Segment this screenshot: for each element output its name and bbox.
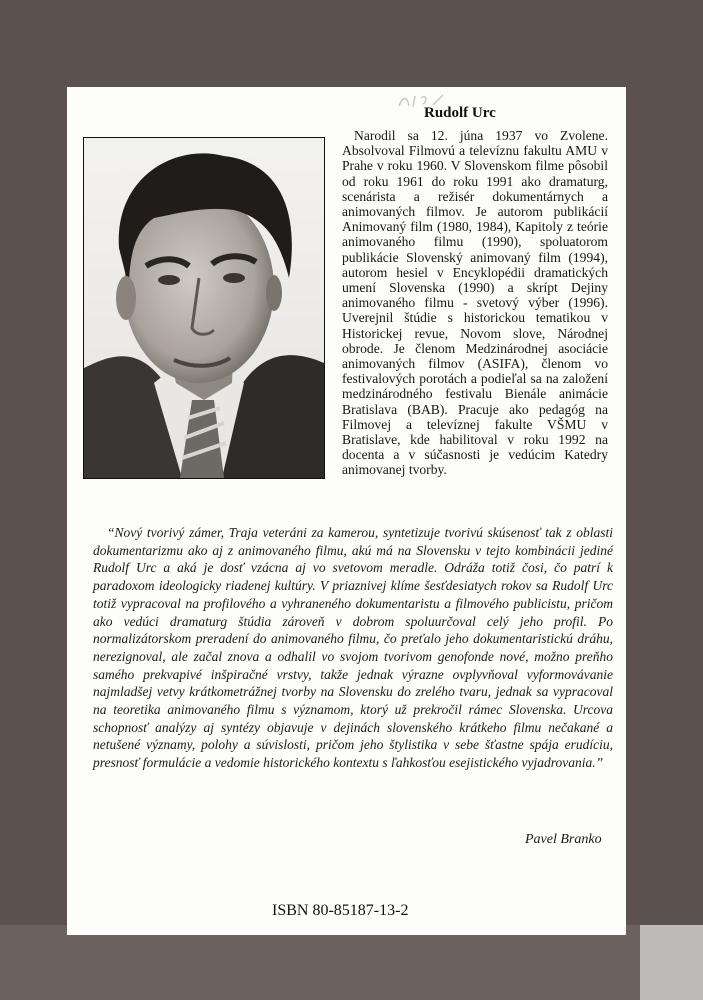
author-biography: Narodil sa 12. júna 1937 vo Zvolene. Absolvoval Filmovú a televíznu fakultu AMU v Prahe v roku 1960. V Slovenskom filme pôsobil od roku 1961 do roku 1991 ako dramaturg, scenárista a režisér dokumentárnych a animovaných filmov. Je autorom publikácií Animovaný film (1980, 1984), Kapitoly z teórie animovaného filmu (1990), spoluatorom publikácie Slovenský animovaný film (1994), autorom hesiel v Encyklopédii dramatických umení Slovenska (1990) a skrípt Dejiny animovaného filmu - svetový výber (1996). Uverejnil štúdie s historickou tematikou v Historickej revue, Novom slove, Národnej obrode. Je členom Medzinárodnej asociácie animovaných filmov (ASIFA), členom vo festivalových porotách a podieľal sa na založení medzinárodného festivalu Bienále animácie Bratislava (BAB). Pracuje ako pedagóg na Filmovej a televíznej fakulte VŠMU v Bratislave, kde habilitoval v roku 1992 na docenta a v súčasnosti je vedúcim Katedry animovanej tvorby. [342,128,608,478]
cover-bottom-corner [640,925,703,1000]
portrait-icon [84,138,324,478]
author-photo [83,137,325,479]
review-quote: “Nový tvorivý zámer, Traja veteráni za kamerou, syntetizuje tvorivú skúsenosť tak z oblasti dokumentarizmu ako aj z animovaného filmu, akú má na Slovensku v tejto kombinácii jediné Rudolf Urc a aká je dosť vzácna aj vo svetovom meradle. Odráža totiž čosi, čo patrí k paradoxom ideologicky riadenej kultúry. V priaznivej klíme šesťdesiatych rokov sa Rudolf Urc totiž vypracoval na profilového a vyhraneného dokumentaristu a filmového publicistu, pričom ako vedúci dramaturg štúdia zároveň v dobrom spoluurčoval celý jeho profil. Po normalizátorskom preradení do animovaného filmu, čo preťalo jeho dokumentaristickú dráhu, nerezignoval, ale začal znova a odhalil vo svojom tvorivom genofonde nové, možno preňho samého prekvapivé inšpiračné vrstvy, takže jednak výrazne ovplyvňoval vyformovávanie najmladšej vetvy krátkometrážnej tvorby na Slovensku do zrelého tvaru, jednak sa vypracoval na teoretika animovaného filmu s významom, ktorý už prekročil rámec Slovenska. Urcova schopnosť analýzy aj syntézy objavuje v dejinách slovenského krátkeho filmu nečakané a netušené významy, polohy a súvislosti, pričom jeho štylistika v sebe šťastne spája erudíciu, presnosť formulácie a vedomie historického kontextu s ľahkosťou esejistického vyjadrovania.” [93,525,613,771]
quote-author: Pavel Branko [525,832,602,847]
isbn-number: ISBN 80-85187-13-2 [272,902,409,919]
cover-bottom-strip [0,925,703,1000]
author-name: Rudolf Urc [424,105,496,121]
